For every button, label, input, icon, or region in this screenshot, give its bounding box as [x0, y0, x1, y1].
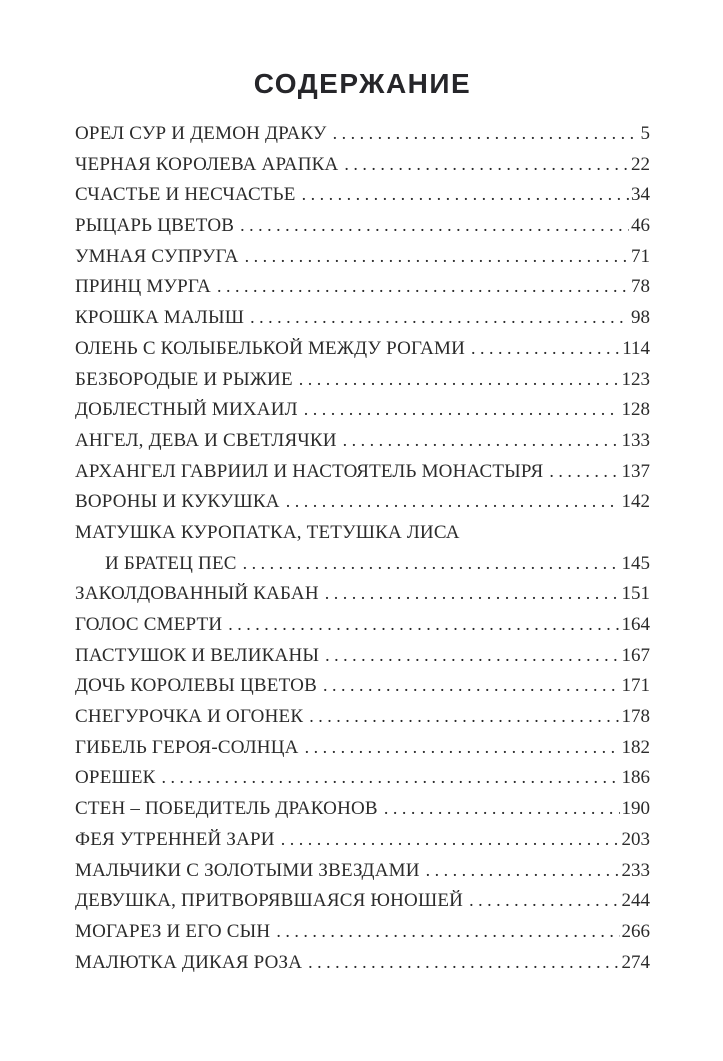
toc-entry-page-number: 123: [621, 368, 650, 390]
toc-entry-title: АРХАНГЕЛ ГАВРИИЛ И НАСТОЯТЕЛЬ МОНАСТЫРЯ: [75, 460, 544, 482]
toc-entry-page-number: 233: [621, 859, 650, 881]
toc-entry-title: АНГЕЛ, ДЕВА И СВЕТЛЯЧКИ: [75, 429, 337, 451]
toc-entry-page-number: 203: [621, 828, 650, 850]
toc-entry-title: МАЛЮТКА ДИКАЯ РОЗА: [75, 951, 303, 973]
dot-leader: [240, 215, 629, 237]
dot-leader: [302, 184, 629, 206]
toc-entry-page-number: 98: [631, 307, 650, 329]
toc-entry: [75, 369, 650, 400]
toc-entry: [75, 154, 650, 185]
dot-leader: [469, 890, 619, 912]
toc-entry-title: МАЛЬЧИКИ С ЗОЛОТЫМИ ЗВЕЗДАМИ: [75, 859, 420, 881]
toc-entry-title: ГОЛОС СМЕРТИ: [75, 614, 223, 635]
toc-entry-page-number: 186: [621, 767, 650, 789]
toc-entry-page-number: 128: [621, 399, 650, 421]
dot-leader: [286, 491, 620, 513]
dot-leader: [325, 645, 619, 667]
dot-leader: [305, 737, 620, 759]
toc-entry-page-number: 137: [621, 460, 650, 482]
toc-entry: [75, 737, 650, 768]
toc-entry-title: ОРЕШЕК: [75, 767, 156, 789]
toc-entry-title: СТЕН – ПОБЕДИТЕЛЬ ДРАКОНОВ: [75, 798, 378, 820]
toc-heading: СОДЕРЖАНИЕ: [253, 68, 472, 99]
toc-entry: [75, 461, 650, 492]
toc-entry-title: СЧАСТЬЕ И НЕСЧАСТЬЕ: [75, 184, 296, 206]
toc-entry-page-number: 78: [631, 276, 650, 298]
toc-entry-title: ПАСТУШОК И ВЕЛИКАНЫ: [75, 644, 320, 666]
toc-entry-title: ПРИНЦ МУРГА: [75, 276, 211, 298]
toc-entry: [75, 890, 650, 921]
toc-entry-page-number: 71: [631, 245, 650, 267]
dot-leader: [276, 921, 619, 943]
toc-entry-title-line2: И БРАТЕЦ ПЕС: [105, 552, 237, 574]
toc-entry: [75, 675, 650, 706]
toc-entry: [75, 798, 650, 829]
toc-entry: [75, 767, 650, 798]
toc-entry-title: ВОРОНЫ И КУКУШКА: [75, 491, 280, 513]
dot-leader: [217, 276, 629, 298]
dot-leader: [228, 614, 619, 636]
dot-leader: [245, 246, 629, 268]
toc-entry-page-number: 46: [631, 215, 650, 237]
toc-entry-page-number: 151: [621, 583, 650, 605]
toc-entry-title: ЧЕРНАЯ КОРОЛЕВА АРАПКА: [75, 153, 339, 175]
dot-leader: [162, 767, 620, 789]
toc-entry-page-number: 167: [621, 644, 650, 666]
toc-entry-title: ДОБЛЕСТНЫЙ МИХАИЛ: [75, 399, 298, 421]
toc-entry-title: ОЛЕНЬ С КОЛЫБЕЛЬКОЙ МЕЖДУ РОГАМИ: [75, 337, 466, 359]
toc-entry: [75, 583, 650, 614]
dot-leader: [344, 154, 629, 176]
dot-leader: [243, 553, 620, 575]
toc-entry: [75, 184, 650, 215]
toc-entry: [75, 706, 650, 737]
toc-entry: [75, 829, 650, 860]
toc-entry: [75, 123, 650, 154]
toc-entry: [75, 921, 650, 952]
dot-leader: [250, 307, 629, 329]
toc-entry-page-number: 190: [621, 798, 650, 820]
toc-entry: [75, 338, 650, 369]
dot-leader: [308, 952, 619, 974]
toc-entry-title: МОГАРЕЗ И ЕГО СЫН: [75, 920, 271, 942]
toc-entry-page-number: 22: [631, 153, 650, 175]
dot-leader: [549, 461, 619, 483]
toc-entry-page-number: 114: [622, 337, 650, 359]
toc-entry-continuation: [75, 553, 650, 584]
toc-entry: [75, 645, 650, 676]
toc-entry: [75, 614, 650, 645]
dot-leader: [384, 798, 620, 820]
dot-leader: [304, 399, 620, 421]
dot-leader: [323, 675, 620, 697]
toc-entry-page-number: 145: [621, 552, 650, 574]
toc-entry-title: КРОШКА МАЛЫШ: [75, 307, 245, 329]
dot-leader: [426, 860, 620, 882]
toc-entry-page-number: 142: [621, 491, 650, 513]
toc-entry-title: ДЕВУШКА, ПРИТВОРЯВШАЯСЯ ЮНОШЕЙ: [75, 890, 464, 912]
toc-entry: [75, 215, 650, 246]
toc-entry-title: МАТУШКА КУРОПАТКА, ТЕТУШКА ЛИСА: [75, 521, 460, 543]
toc-entry: [75, 860, 650, 891]
toc-entry-title: ФЕЯ УТРЕННЕЙ ЗАРИ: [75, 828, 275, 850]
toc-entry-page-number: 182: [621, 736, 650, 758]
toc-entry-page-number: 244: [621, 890, 650, 912]
dot-leader: [325, 583, 620, 605]
dot-leader: [333, 123, 639, 145]
dot-leader: [471, 338, 620, 360]
toc-entry-title: ГИБЕЛЬ ГЕРОЯ-СОЛНЦА: [75, 736, 299, 758]
toc-entry-page-number: 34: [631, 184, 650, 206]
dot-leader: [343, 430, 620, 452]
toc-entry-title: ЗАКОЛДОВАННЫЙ КАБАН: [75, 583, 319, 605]
toc-entry-page-number: 274: [621, 951, 650, 973]
toc-entry: [75, 952, 650, 983]
dot-leader: [281, 829, 620, 851]
toc-entry-page-number: 164: [621, 614, 650, 635]
toc-entry-page-number: 171: [621, 675, 650, 697]
dot-leader: [299, 369, 620, 391]
toc-entry-title: ДОЧЬ КОРОЛЕВЫ ЦВЕТОВ: [75, 675, 317, 697]
toc-entry: [75, 491, 650, 522]
toc-entry: [75, 276, 650, 307]
toc-entry-title: РЫЦАРЬ ЦВЕТОВ: [75, 215, 235, 237]
toc-list: [75, 123, 650, 982]
toc-entry-title: БЕЗБОРОДЫЕ И РЫЖИЕ: [75, 368, 293, 390]
toc-entry: [75, 399, 650, 430]
dot-leader: [309, 706, 619, 728]
toc-entry-title: СНЕГУРОЧКА И ОГОНЕК: [75, 706, 304, 728]
toc-entry: [75, 307, 650, 338]
toc-entry-page-number: 266: [621, 920, 650, 942]
toc-entry-page-number: 5: [640, 123, 650, 144]
toc-entry-page-number: 178: [621, 706, 650, 728]
toc-entry-page-number: 133: [621, 429, 650, 451]
toc-entry: [75, 522, 650, 553]
toc-entry-title: УМНАЯ СУПРУГА: [75, 245, 239, 267]
toc-entry: [75, 246, 650, 277]
toc-entry: [75, 430, 650, 461]
toc-entry-title: ОРЕЛ СУР И ДЕМОН ДРАКУ: [75, 123, 327, 144]
